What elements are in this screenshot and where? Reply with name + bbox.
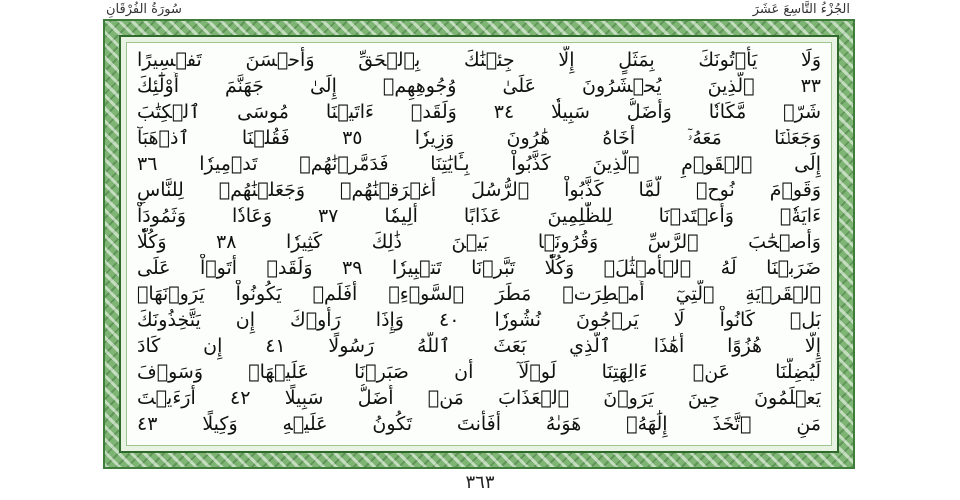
- border-inner-frame: [119, 35, 839, 453]
- text-line: يَعۡلَمُونَ حِينَ يَرَوۡنَ ٱلۡعَذَابَ مَنۡ أَضَلُّ سَبِيلًا ٤٢ أَرَءَيۡتَ: [137, 387, 821, 409]
- text-line: وَقَوۡمَ نُوحٖ لَّمَّا كَذَّبُواْ ٱلرُّسُلَ أَغۡرَقۡنَٰهُمۡ وَجَعَلۡنَٰهُمۡ لِلنَّاسِ: [137, 179, 821, 201]
- text-line: ضَرَبۡنَا لَهُ ٱلۡأَمۡثَٰلَۖ وَكُلّٗا تَبَّرۡنَا تَتۡبِيرٗا ٣٩ وَلَقَدۡ أَتَوۡاْ عَلَى: [137, 257, 821, 279]
- text-line: ٣٣ ٱلَّذِينَ يُحۡشَرُونَ عَلَىٰ وُجُوهِهِمۡ إِلَىٰ جَهَنَّمَ أُوْلَٰٓئِكَ: [137, 75, 821, 97]
- text-line: ءَايَةٗۖ وَأَعۡتَدۡنَا لِلظَّٰلِمِينَ عَذَابًا أَلِيمٗا ٣٧ وَعَادٗا وَثَمُودَاْ: [137, 205, 821, 227]
- text-line: وَجَعَلۡنَا مَعَهُۥٓ أَخَاهُ هَٰرُونَ وَزِيرٗا ٣٥ فَقُلۡنَا ٱذۡهَبَآ: [137, 127, 821, 149]
- juz-name-header: الجُزْءُ التَّاسِعَ عَشَرَ: [752, 2, 850, 17]
- text-line: إِلَّا هُزُوًا أَهَٰذَا ٱلَّذِي بَعَثَ ٱللَّهُ رَسُولًا ٤١ إِن كَادَ: [137, 335, 821, 357]
- text-line: وَلَا يَأۡتُونَكَ بِمَثَلٍ إِلَّا جِئۡنَٰكَ بِٱلۡحَقِّ وَأَحۡسَنَ تَفۡسِيرًا: [137, 49, 821, 71]
- verse-text-area: [126, 42, 832, 446]
- surah-name-header: سُورَةُ الفُرْقَانِ: [106, 2, 182, 17]
- text-line: بَلۡ كَانُواْ لَا يَرۡجُونَ نُشُورٗا ٤٠ وَإِذَا رَأَوۡكَ إِن يَتَّخِذُونَكَ: [137, 309, 821, 331]
- text-line: ٱلۡقَرۡيَةِ ٱلَّتِيٓ أُمۡطِرَتۡ مَطَرَ ٱلسَّوۡءِۚ أَفَلَمۡ يَكُونُواْ يَرَوۡنَهَاۚ: [137, 283, 821, 305]
- text-line: مَنِ ٱتَّخَذَ إِلَٰهَهُۥ هَوَىٰهُ أَفَأَنتَ تَكُونُ عَلَيۡهِ وَكِيلًا ٤٣: [137, 413, 821, 435]
- text-line: إِلَى ٱلۡقَوۡمِ ٱلَّذِينَ كَذَّبُواْ بِـَٔايَٰتِنَا فَدَمَّرۡنَٰهُمۡ تَدۡمِيرٗا ٣٦: [137, 153, 821, 175]
- text-line: لَيُضِلُّنَا عَنۡ ءَالِهَتِنَا لَوۡلَآ أَن صَبَرۡنَا عَلَيۡهَاۚ وَسَوۡفَ: [137, 361, 821, 383]
- ornamental-border: [103, 19, 855, 469]
- text-line: وَأَصۡحَٰبَ ٱلرَّسِّ وَقُرُونَۢا بَيۡنَ ذَٰلِكَ كَثِيرٗا ٣٨ وَكُلّٗا: [137, 231, 821, 253]
- text-line: شَرّٞ مَّكَانٗا وَأَضَلُّ سَبِيلٗا ٣٤ وَلَقَدۡ ءَاتَيۡنَا مُوسَى ٱلۡكِتَٰبَ: [137, 101, 821, 123]
- page-number: ٣٦٣: [465, 472, 495, 493]
